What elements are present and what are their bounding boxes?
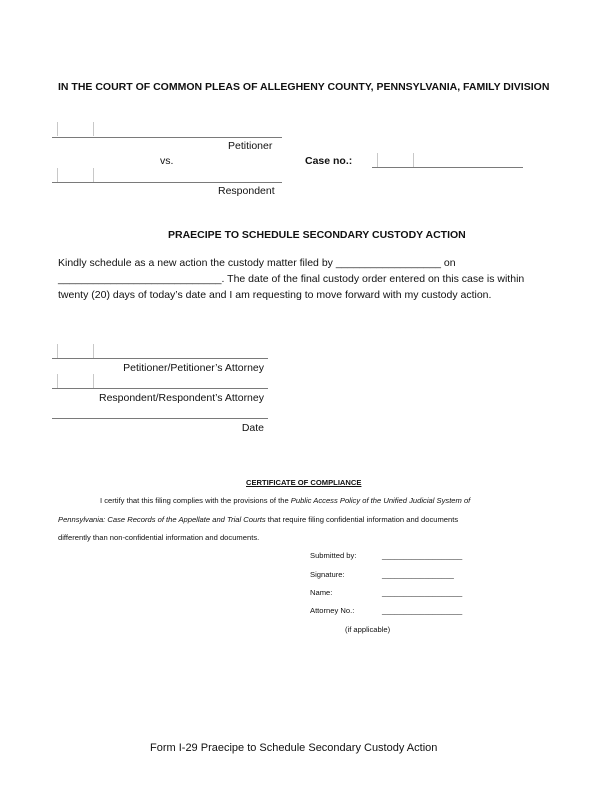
petitioner-signature-line[interactable] xyxy=(52,358,268,359)
respondent-signature-label: Respondent/Respondent’s Attorney xyxy=(98,392,264,404)
certificate-line-2 xyxy=(58,515,458,524)
respondent-label: Respondent xyxy=(218,185,275,197)
field-tick xyxy=(57,374,58,388)
certificate-heading: CERTIFICATE OF COMPLIANCE xyxy=(246,478,362,487)
respondent-name-line[interactable] xyxy=(52,182,282,183)
name-field[interactable]: ___________________ xyxy=(382,588,463,597)
document-title: PRAECIPE TO SCHEDULE SECONDARY CUSTODY ACTION xyxy=(168,229,466,241)
respondent-signature-line[interactable] xyxy=(52,388,268,389)
signature-field[interactable]: _________________ xyxy=(382,570,454,579)
attorney-no-label: Attorney No.: xyxy=(310,606,355,615)
field-tick xyxy=(57,168,58,182)
date-label: Date xyxy=(241,422,264,434)
certificate-line-1 xyxy=(100,496,470,505)
form-footer: Form I-29 Praecipe to Schedule Secondary Custody Action xyxy=(150,742,438,754)
submitted-by-field[interactable]: ___________________ xyxy=(382,551,463,560)
certificate-line-2-text: that require filing confidential information and documents xyxy=(265,515,459,524)
signature-label: Signature: xyxy=(310,570,345,579)
petitioner-name-line[interactable] xyxy=(52,137,282,138)
if-applicable-note: (if applicable) xyxy=(345,625,391,634)
court-heading: IN THE COURT OF COMMON PLEAS OF ALLEGHENY COUNTY, PENNSYLVANIA, FAMILY DIVISION xyxy=(58,81,550,93)
field-tick xyxy=(93,374,94,388)
certificate-line-1-text: I certify that this filing complies with the provisions of the xyxy=(100,496,291,505)
field-tick xyxy=(413,153,414,167)
case-no-field[interactable] xyxy=(372,167,523,168)
certificate-line-3: differently than non-confidential information and documents. xyxy=(58,533,260,542)
petitioner-label: Petitioner xyxy=(228,140,273,152)
field-tick xyxy=(57,344,58,358)
field-tick xyxy=(93,122,94,136)
vs-label: vs. xyxy=(160,155,174,167)
date-line[interactable] xyxy=(52,418,268,419)
field-tick xyxy=(93,168,94,182)
field-tick xyxy=(93,344,94,358)
body-line-3: twenty (20) days of today’s date and I am requesting to move forward with my custody action. xyxy=(58,289,492,301)
certificate-line-2-italic: Pennsylvania: Case Records of the Appellate and Trial Courts xyxy=(58,515,266,524)
case-no-label: Case no.: xyxy=(305,155,353,167)
field-tick xyxy=(377,153,378,167)
attorney-no-field[interactable]: ___________________ xyxy=(382,606,463,615)
body-line-1: Kindly schedule as a new action the custody matter filed by __________________ on xyxy=(58,257,456,269)
name-label: Name: xyxy=(310,588,333,597)
field-tick xyxy=(57,122,58,136)
petitioner-signature-label: Petitioner/Petitioner’s Attorney xyxy=(123,362,264,374)
body-line-2: ____________________________. The date of the final custody order entered on this case is within xyxy=(58,273,525,285)
submitted-by-label: Submitted by: xyxy=(310,551,357,560)
certificate-line-1-italic: Public Access Policy of the Unified Judicial System of xyxy=(290,496,471,505)
